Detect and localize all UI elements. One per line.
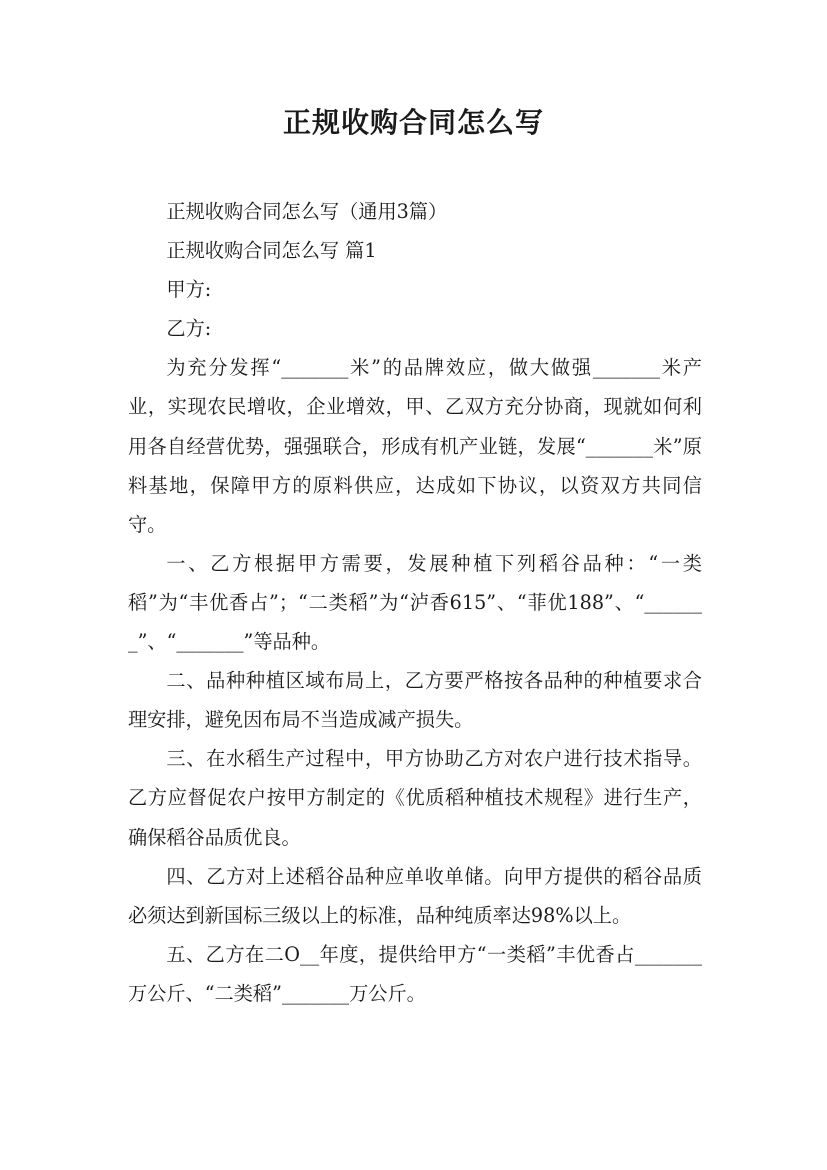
- preamble-paragraph: 为充分发挥“_______米”的品牌效应，做大做强_______米产业，实现农民增收，企业增效，甲、乙双方充分协商，现就如何利用各自经营优势，强强联合，形成有机产业链，发展“_______米”原料基地，保障甲方的原料供应，达成如下协议，以资双方共同信守。: [128, 356, 702, 536]
- clause-2-paragraph: 二、品种种植区域布局上，乙方要严格按各品种的种植要求合理安排，避免因布局不当造成减产损失。: [128, 669, 702, 732]
- clause-1-paragraph: 一、乙方根据甲方需要，发展种植下列稻谷品种：“一类稻”为“丰优香占”；“二类稻”为“泸香615”、“菲优188”、“_______”、“_______”等品种。: [128, 551, 702, 654]
- clause-3-paragraph: 三、在水稻生产过程中，甲方协助乙方对农户进行技术指导。乙方应督促农户按甲方制定的《优质稻种植技术规程》进行生产，确保稻谷品质优良。: [128, 747, 702, 849]
- document-title: 正规收购合同怎么写: [282, 106, 544, 139]
- party-a-line: 甲方:: [166, 278, 212, 302]
- document-body: [128, 192, 702, 1013]
- subtitle-line: 正规收购合同怎么写（通用3篇）: [166, 200, 448, 223]
- clause-5-paragraph: 五、乙方在二O__年度，提供给甲方“一类稻”丰优香占_______万公斤、“二类稻”_______万公斤。: [128, 942, 702, 1005]
- clause-4-paragraph: 四、乙方对上述稻谷品种应单收单储。向甲方提供的稻谷品质必须达到新国标三级以上的标准，品种纯质率达98%以上。: [128, 864, 702, 927]
- party-b-line: 乙方:: [166, 317, 212, 341]
- section-heading: 正规收购合同怎么写 篇1: [166, 239, 377, 263]
